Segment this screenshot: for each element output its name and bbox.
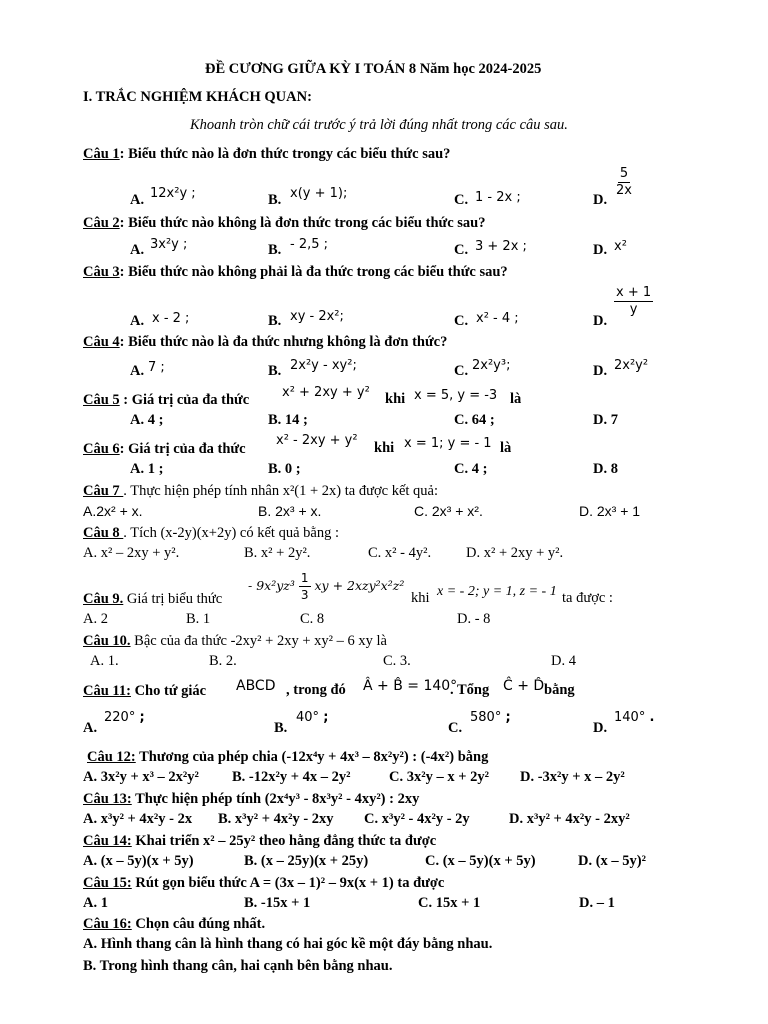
question-text: Giá trị biểu thức [123,591,223,607]
khi-text: khi [385,391,406,407]
option-b: B. 2x³ + x. [258,503,322,519]
condition: x = 1; y = - 1 [404,436,492,451]
option-c-math: 580° ; [470,710,511,725]
instruction: Khoanh tròn chữ cái trước ý trả lời đúng nhất trong các câu sau. [190,117,568,133]
option-b-label: B. [268,363,282,379]
polynomial-expression: x² + 2xy + y² [282,385,370,400]
document-title: ĐỀ CƯƠNG GIỮA KỲ I TOÁN 8 Năm học 2024-2025 [205,61,542,77]
question-label: Câu 4 [83,334,120,350]
sum-expression: Ĉ + D̂ [503,678,545,694]
option-c: C. 8 [300,611,325,627]
option-d-math: 140° . [614,710,655,725]
expression: - 9x²yz³ $\frac{1}{3}$ xy + 2xzy²x²z² [248,571,405,602]
question-4 [83,333,748,351]
option-c-label: C. [454,313,469,329]
option-a: A. 1. [90,653,119,669]
option-d: D. - 8 [457,611,491,627]
question-label: Câu 5 [83,392,120,408]
option-b: B. 2. [209,653,237,669]
condition: Â + B̂ = 140° [363,678,458,694]
question-1 [83,145,748,163]
option-b-label: B. [274,720,288,736]
option-c-math: x² - 4 ; [476,311,519,326]
option-a: A. Hình thang cân là hình thang có hai góc kề một đáy bằng nhau. [83,936,493,952]
option-d: D. 8 [593,461,618,477]
option-a-label: A. [130,363,145,379]
question-text: Cho tứ giác [130,683,207,699]
option-c: C. 15x + 1 [418,895,481,911]
khi-text: khi [411,590,430,606]
option-b: B. x² + 2y². [244,545,311,561]
question-2 [83,214,748,232]
option-a: A. x³y² + 4x²y - 2x [83,811,193,827]
option-d: D. x³y² + 4x²y - 2xy² [509,811,630,827]
question-text: Bậc của đa thức -2xy² + 2xy + xy² – 6 xy là [130,633,387,649]
option-b: B. 14 ; [268,412,308,428]
question-15 [83,874,748,892]
option-d: D. – 1 [579,895,615,911]
option-a: A. x² – 2xy + y². [83,545,180,561]
polynomial-expression: x² - 2xy + y² [276,433,358,448]
option-d: D. 7 [593,412,618,428]
option-a: A. 1 ; [130,461,164,477]
option-a: A. 1 [83,895,108,911]
option-d-label: D. [593,192,608,208]
question-8 [83,524,748,542]
question-10 [83,632,748,650]
option-a-math: 12x²y ; [150,186,196,201]
option-c-label: C. [448,720,463,736]
option-b-label: B. [268,192,282,208]
question-text: : Giá trị của đa thức [119,441,246,457]
option-b-math: x(y + 1); [290,186,348,201]
option-d-label: D. [593,242,608,258]
question-text: : Biểu thức nào không là đơn thức trong các biểu thức sau? [119,215,486,231]
bang-text: bằng [544,682,575,698]
question-label: Câu 15: [83,875,132,891]
option-a: A. (x – 5y)(x + 5y) [83,853,194,869]
question-label: Câu 3 [83,264,120,280]
option-c: C. x² - 4y². [368,545,432,561]
question-13 [83,790,748,808]
option-b-math: xy - 2x²; [290,309,344,324]
question-text: : Biểu thức nào không phải là đa thức trong các biểu thức sau? [119,264,508,280]
question-label: Câu 8 [83,525,124,541]
option-c-label: C. [454,242,469,258]
option-d-label: D. [593,313,608,329]
option-c: C. x³y² - 4x²y - 2y [364,811,470,827]
option-c-math: 1 - 2x ; [475,190,521,205]
option-c-math: 2x²y³; [472,358,511,373]
option-a: A.2x² + x. [83,503,143,519]
option-c-math: 3 + 2x ; [475,239,527,254]
question-16 [83,915,748,933]
section-heading: I. TRẮC NGHIỆM KHÁCH QUAN: [83,89,312,105]
option-c: C. 3x²y – x + 2y² [389,769,489,785]
option-d-fraction: $\frac{5}{2x}$ [616,166,632,198]
option-a: A. 4 ; [130,412,164,428]
option-b: B. 0 ; [268,461,301,477]
tong-text: . Tổng [450,682,490,698]
option-a-label: A. [130,192,145,208]
option-b-math: - 2,5 ; [290,237,329,252]
option-d-label: D. [593,363,608,379]
question-12 [87,748,748,766]
question-text: . Tích (x-2y)(x+2y) có kết quả bằng : [123,525,339,541]
option-c: C. 2x³ + x². [414,503,483,519]
option-d-math: x² [614,239,627,254]
question-7 [83,482,748,500]
question-14 [83,832,748,850]
option-d-label: D. [593,720,608,736]
question-label: Câu 13: [83,791,132,807]
option-c: C. 4 ; [454,461,488,477]
question-label: Câu 14: [83,833,132,849]
option-a-label: A. [130,313,145,329]
option-b-label: B. [268,242,282,258]
la-text: là [510,391,522,407]
question-3 [83,263,748,281]
option-a: A. 3x²y + x³ – 2x²y² [83,769,199,785]
question-label: Câu 1 [83,146,120,162]
tail-text: ta được : [562,590,613,606]
question-label: Câu 16: [83,916,132,932]
question-label: Câu 10. [83,633,131,649]
option-a-label: A. [83,720,98,736]
option-c: C. (x – 5y)(x + 5y) [425,853,536,869]
question-label: Câu 11: [83,683,131,699]
question-text: : Biểu thức nào là đơn thức trongy các biểu thức sau? [119,146,451,162]
question-text: . Thực hiện phép tính nhân x²(1 + 2x) ta được kết quả: [123,483,438,499]
option-b-label: B. [268,313,282,329]
option-b: B. (x – 25y)(x + 25y) [244,853,369,869]
option-d: D. x² + 2xy + y². [466,545,564,561]
question-text: Rút gọn biểu thức A = (3x – 1)² – 9x(x + 1) ta được [131,875,445,891]
question-label: Câu 2 [83,215,120,231]
option-d: D. 2x³ + 1 [579,503,641,519]
khi-text: khi [374,440,395,456]
option-d-math: 2x²y² [614,358,649,373]
question-text: : Giá trị của đa thức [119,392,250,408]
option-d: D. -3x²y + x – 2y² [520,769,625,785]
question-text: : Biểu thức nào là đa thức nhưng không là đơn thức? [119,334,448,350]
option-b: B. 1 [186,611,211,627]
option-a-math: 7 ; [148,360,165,375]
trong-do-text: , trong đó [286,682,346,698]
condition: x = 5, y = -3 [414,388,498,403]
option-c: C. 64 ; [454,412,495,428]
option-d: D. (x – 5y)² [578,853,646,869]
option-b-math: 40° ; [296,710,329,725]
la-text: là [500,440,512,456]
option-b: B. Trong hình thang cân, hai cạnh bên bằng nhau. [83,958,393,974]
option-a: A. 2 [83,611,108,627]
question-label: Câu 6 [83,441,120,457]
option-d-fraction: $\frac{x + 1}{y}$ [616,285,652,317]
option-c-label: C. [454,192,469,208]
question-text: Thực hiện phép tính (2x⁴y³ - 8x³y² - 4xy²) : 2xy [131,791,420,807]
option-b: B. -15x + 1 [244,895,311,911]
option-a-math: 220° ; [104,710,145,725]
question-text: Thương của phép chia (-12x⁴y + 4x³ – 8x²y²) : (-4x²) bằng [135,749,489,765]
option-c-label: C. [454,363,469,379]
question-label: Câu 12: [87,749,136,765]
quadrilateral-name: ABCD [236,678,276,694]
question-label: Câu 9. [83,591,124,607]
option-a-math: 3x²y ; [150,237,188,252]
option-d: D. 4 [551,653,576,669]
option-a-math: x - 2 ; [152,311,190,326]
option-b: B. -12x²y + 4x – 2y² [232,769,351,785]
option-c: C. 3. [383,653,411,669]
option-b: B. x³y² + 4x²y - 2xy [218,811,334,827]
option-b-math: 2x²y - xy²; [290,358,357,373]
question-text: Chọn câu đúng nhất. [131,916,266,932]
option-a-label: A. [130,242,145,258]
question-text: Khai triển x² – 25y² theo hằng đẳng thức ta được [131,833,437,849]
question-label: Câu 7 [83,483,124,499]
condition: x = - 2; y = 1, z = - 1 [437,584,557,599]
